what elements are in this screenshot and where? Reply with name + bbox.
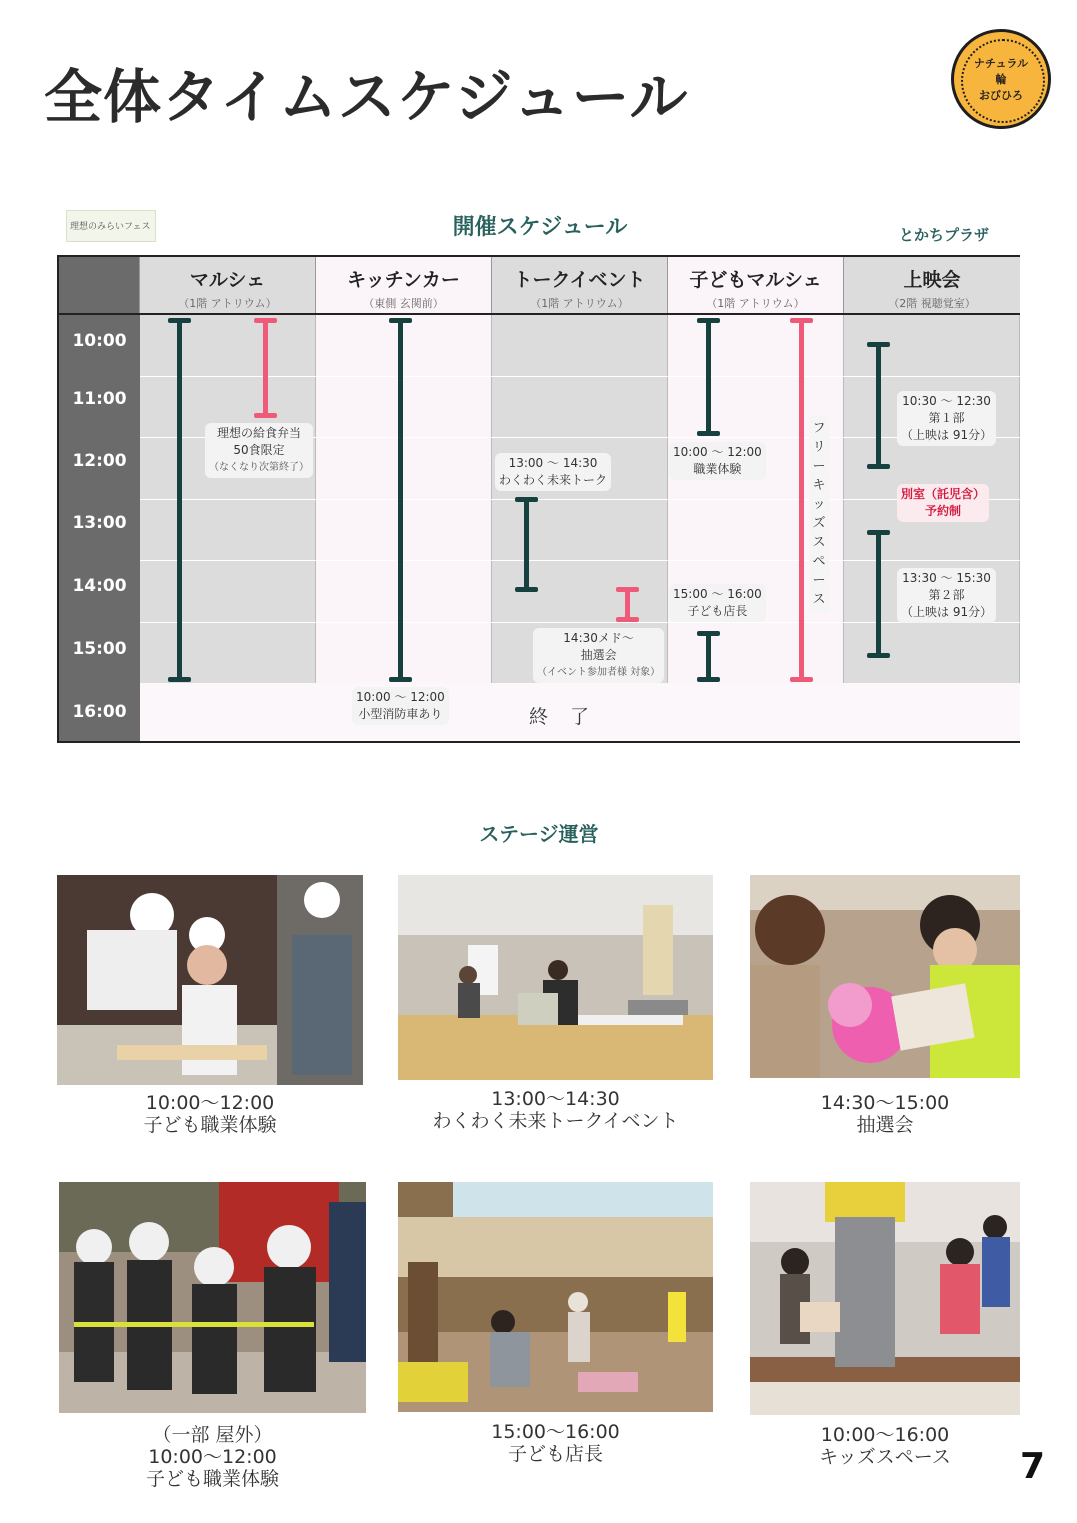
label-line: 10:00 ～ 12:00: [673, 445, 762, 459]
column-name: トークイベント: [513, 269, 646, 291]
label-line: 第２部: [928, 588, 965, 602]
header-kids-marche: [668, 257, 844, 313]
time-label: 10:00: [72, 331, 127, 351]
caption-line: 子ども職業体験: [143, 1114, 277, 1136]
photo-caption: [750, 1424, 1020, 1468]
logo-line: ナチュラル: [973, 57, 1029, 70]
label-line: 14:30メド～: [563, 631, 634, 645]
photo-caption: [398, 1088, 713, 1132]
label-line: 第１部: [928, 411, 965, 425]
hour-line: [140, 622, 1020, 623]
column-location: （2階 視聴覚室）: [888, 297, 976, 310]
page-title: 全体タイムスケジュール: [44, 63, 689, 131]
movie2-bar: [876, 530, 881, 658]
hour-line: [140, 560, 1020, 561]
caption-line: 子ども職業体験: [145, 1468, 279, 1490]
lunch-bar: [263, 318, 268, 418]
photo-talk-event: [398, 875, 713, 1080]
label-line: 職業体験: [693, 462, 742, 476]
kids-space-bar: [799, 318, 804, 682]
caption-line: 10:00〜12:00: [148, 1446, 277, 1468]
header-marche: [140, 257, 316, 313]
column-location: （東側 玄関前）: [363, 297, 444, 310]
photo-job-experience: [57, 875, 363, 1085]
caption-line: （一部 屋外）: [152, 1424, 273, 1446]
header-corner: [59, 257, 140, 313]
label-line: 15:00 ～ 16:00: [673, 587, 762, 601]
logo-line: 輪: [995, 73, 1007, 86]
venue-name: とかちプラザ: [898, 226, 989, 244]
column-name: 子どもマルシェ: [689, 269, 822, 291]
caption-line: 15:00〜16:00: [491, 1421, 620, 1443]
photo-caption: [398, 1421, 713, 1465]
column-name: 上映会: [903, 269, 961, 291]
label-line: （上映は 91分）: [901, 605, 993, 619]
fes-logo: 理想のみらいフェス: [66, 210, 156, 242]
talk-label: [495, 453, 611, 491]
time-label: 12:00: [72, 451, 127, 471]
column-location: （1階 アトリウム）: [706, 297, 805, 310]
photo-lottery: [750, 875, 1020, 1078]
caption-line: 14:30〜15:00: [820, 1092, 950, 1114]
label-line: わくわく未来トーク: [499, 473, 608, 487]
label-line: 50食限定: [233, 443, 285, 457]
column-location: （1階 アトリウム）: [178, 297, 277, 310]
schedule-grid: [57, 255, 1020, 743]
time-label: 15:00: [72, 639, 127, 659]
nursery-label: [897, 484, 989, 522]
label-line: 抽選会: [580, 648, 617, 662]
end-label: 終 了: [529, 706, 598, 728]
photo-kids-shop: [398, 1182, 713, 1412]
caption-line: わくわく未来トークイベント: [432, 1110, 679, 1132]
col-bg-marche: [140, 313, 316, 683]
time-label: 14:00: [72, 576, 127, 596]
lottery-label: [533, 628, 664, 683]
brand-logo: [951, 29, 1051, 129]
photo-caption: [57, 1092, 363, 1136]
col-bg-kitchen: [316, 313, 492, 683]
column-location: （1階 アトリウム）: [530, 297, 629, 310]
photo-caption: [59, 1424, 366, 1490]
label-line: 10:30 ～ 12:30: [902, 394, 991, 408]
column-name: キッチンカー: [347, 269, 460, 291]
hour-line: [140, 499, 1020, 500]
photo-kids-space: [750, 1182, 1020, 1415]
photo-firefighter: [59, 1182, 366, 1413]
label-line: 13:30 ～ 15:30: [902, 571, 991, 585]
logo-line: おびひろ: [979, 89, 1023, 102]
stage-title: ステージ運営: [479, 822, 599, 846]
kitchen-label: [352, 687, 449, 725]
photo-caption: [750, 1092, 1020, 1136]
label-line: （イベント参加者様 対象）: [537, 667, 661, 678]
lunch-label: [205, 423, 313, 478]
caption-line: 抽選会: [856, 1114, 914, 1136]
caption-line: 13:00〜14:30: [491, 1088, 620, 1110]
movie1-bar: [876, 342, 881, 469]
label-line: 理想の給食弁当: [216, 426, 301, 440]
movie1-label: [897, 391, 996, 446]
label-line: （なくなり次第終了）: [209, 462, 309, 473]
label-line: 10:00 ～ 12:00: [356, 690, 445, 704]
hour-line: [140, 376, 1020, 377]
marche-bar: [177, 318, 182, 682]
label-line: 予約制: [925, 504, 962, 518]
lottery-bar: [625, 587, 630, 622]
movie2-label: [897, 568, 996, 623]
caption-line: 10:00〜16:00: [820, 1424, 950, 1446]
header-separator: [59, 313, 1020, 315]
talk-bar: [524, 497, 529, 592]
caption-line: 10:00〜12:00: [145, 1092, 275, 1114]
caption-line: キッズスペース: [819, 1446, 951, 1468]
shop-bar: [706, 631, 711, 682]
job-bar: [706, 318, 711, 436]
schedule-title: 開催スケジュール: [452, 215, 628, 240]
job-label: [669, 442, 766, 480]
time-column: [59, 257, 140, 741]
label-line: 別室（託児含）: [901, 487, 986, 501]
page-number: 7: [1020, 1446, 1046, 1487]
time-label: 11:00: [72, 389, 127, 409]
kids-space-label: フリーキッズスペース: [809, 415, 829, 613]
kitchen-bar: [398, 318, 403, 682]
header-movie: [844, 257, 1020, 313]
caption-line: 子ども店長: [507, 1443, 603, 1465]
label-line: 13:00 ～ 14:30: [508, 456, 598, 470]
time-label: 16:00: [72, 702, 127, 722]
label-line: （上映は 91分）: [901, 428, 993, 442]
column-name: マルシェ: [189, 269, 266, 291]
label-line: 小型消防車あり: [358, 707, 443, 721]
label-line: 子ども店長: [687, 604, 748, 618]
header-kitchen: [316, 257, 492, 313]
time-label: 13:00: [72, 513, 127, 533]
shop-label: [669, 584, 766, 622]
header-talk: [492, 257, 668, 313]
